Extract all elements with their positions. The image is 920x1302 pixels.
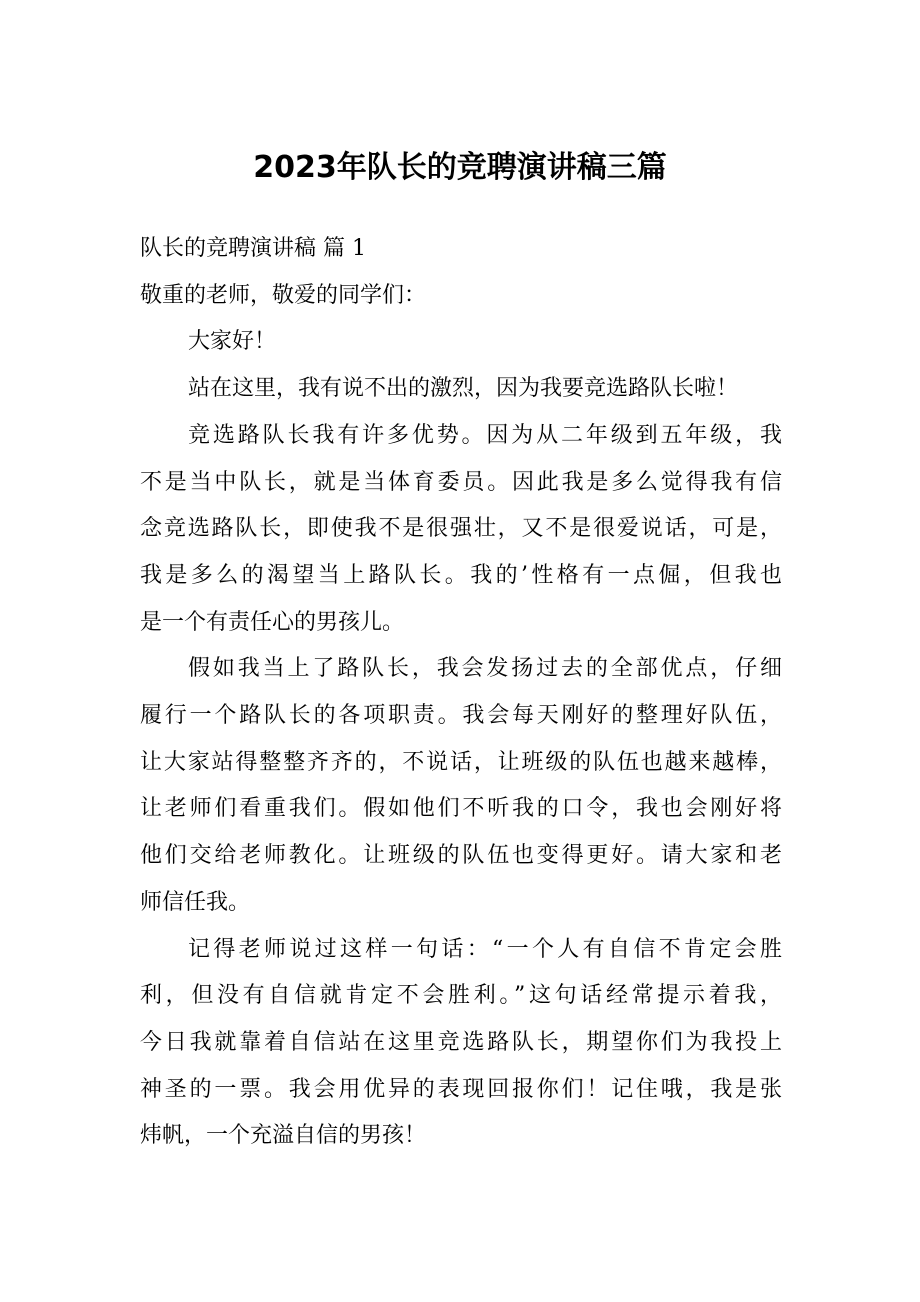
document-body [140, 226, 782, 1160]
paragraph-line: 不是当中队长，就是当体育委员。因此我是多么觉得我有信 [140, 469, 782, 495]
paragraph-line: 念竞选路队长，即使我不是很强壮，又不是很爱说话，可是， [140, 516, 782, 542]
paragraph-line: 师信任我。 [140, 889, 251, 915]
paragraph-line: 炜帆，一个充溢自信的男孩！ [140, 1123, 427, 1149]
paragraph-line: 站在这里，我有说不出的激烈，因为我要竞选路队长啦！ [188, 376, 739, 402]
paragraph-line: 记得老师说过这样一句话：“一个人有自信不肯定会胜 [188, 936, 782, 962]
paragraph-line: 履行一个路队长的各项职责。我会每天刚好的整理好队伍， [140, 703, 782, 729]
paragraph-line: 让老师们看重我们。假如他们不听我的口令，我也会刚好将 [140, 796, 782, 822]
paragraph-line: 利，但没有自信就肯定不会胜利。”这句话经常提示着我， [140, 983, 782, 1009]
document-title: 2023年队长的竞聘演讲稿三篇 [253, 150, 667, 185]
salutation: 敬重的老师，敬爱的同学们： [140, 282, 427, 308]
paragraph-line: 今日我就靠着自信站在这里竞选路队长，期望你们为我投上 [140, 1029, 782, 1055]
section-heading: 队长的竞聘演讲稿 篇 1 [140, 236, 366, 261]
greeting: 大家好！ [188, 329, 277, 355]
paragraph-line: 他们交给老师教化。让班级的队伍也变得更好。请大家和老 [140, 843, 782, 869]
paragraph-line: 假如我当上了路队长，我会发扬过去的全部优点，仔细 [188, 656, 782, 682]
paragraph-line: 是一个有责任心的男孩儿。 [140, 609, 405, 635]
paragraph-line: 我是多么的渴望当上路队长。我的’性格有一点倔，但我也 [140, 562, 782, 588]
paragraph-line: 竞选路队长我有许多优势。因为从二年级到五年级，我 [188, 422, 782, 448]
paragraph-line: 神圣的一票。我会用优异的表现回报你们！记住哦，我是张 [140, 1076, 782, 1102]
paragraph-line: 让大家站得整整齐齐的，不说话，让班级的队伍也越来越棒， [140, 749, 782, 775]
